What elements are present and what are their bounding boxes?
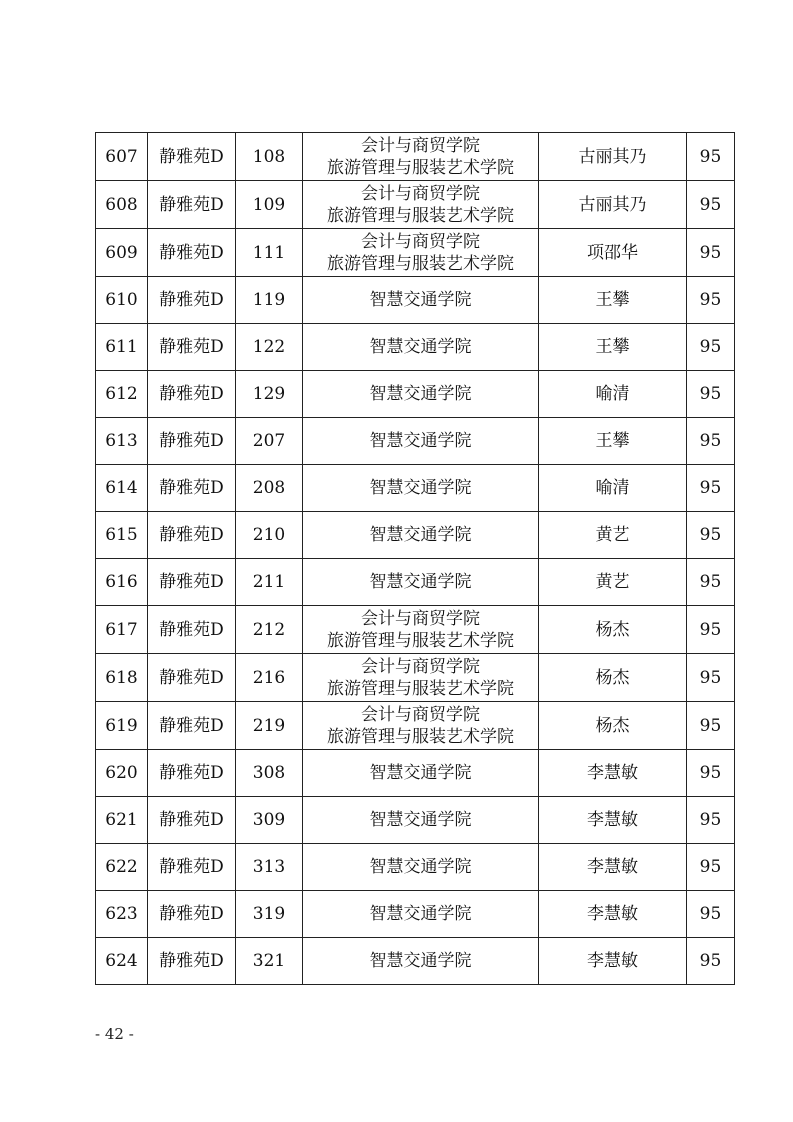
responsible-person-cell: 喻清 [539, 371, 687, 418]
college-name: 智慧交通学院 [369, 857, 472, 877]
row-number-cell: 622 [96, 844, 148, 891]
table-row [96, 324, 735, 371]
row-number-cell: 621 [96, 797, 148, 844]
row-number-cell: 615 [96, 512, 148, 559]
table-row [96, 654, 735, 702]
responsible-person-cell: 黄艺 [539, 559, 687, 606]
score-cell: 95 [687, 606, 735, 654]
room-number-cell: 207 [236, 418, 303, 465]
college-cell [303, 559, 539, 606]
room-number-cell: 216 [236, 654, 303, 702]
building-cell: 静雅苑D [148, 797, 236, 844]
college-name: 旅游管理与服装艺术学院 [327, 157, 514, 178]
college-name: 旅游管理与服装艺术学院 [327, 678, 514, 699]
table-row [96, 277, 735, 324]
building-cell: 静雅苑D [148, 229, 236, 277]
building-cell: 静雅苑D [148, 606, 236, 654]
college-cell [303, 181, 539, 229]
college-cell [303, 938, 539, 985]
college-cell [303, 277, 539, 324]
building-cell: 静雅苑D [148, 702, 236, 750]
responsible-person-cell: 古丽其乃 [539, 181, 687, 229]
college-name: 旅游管理与服装艺术学院 [327, 726, 514, 747]
room-number-cell: 129 [236, 371, 303, 418]
college-name: 会计与商贸学院 [361, 135, 480, 156]
score-cell: 95 [687, 229, 735, 277]
score-cell: 95 [687, 371, 735, 418]
building-cell: 静雅苑D [148, 750, 236, 797]
room-number-cell: 108 [236, 133, 303, 181]
responsible-person-cell: 杨杰 [539, 702, 687, 750]
page-number: - 42 - [95, 1025, 134, 1043]
table-row [96, 606, 735, 654]
table-row [96, 418, 735, 465]
room-number-cell: 208 [236, 465, 303, 512]
responsible-person-cell: 杨杰 [539, 606, 687, 654]
room-number-cell: 319 [236, 891, 303, 938]
room-number-cell: 210 [236, 512, 303, 559]
dormitory-score-table [95, 132, 735, 985]
college-cell [303, 229, 539, 277]
college-cell [303, 750, 539, 797]
score-cell: 95 [687, 418, 735, 465]
responsible-person-cell: 王攀 [539, 418, 687, 465]
college-name: 智慧交通学院 [369, 478, 472, 498]
room-number-cell: 309 [236, 797, 303, 844]
table-row [96, 844, 735, 891]
responsible-person-cell: 项邵华 [539, 229, 687, 277]
college-name: 智慧交通学院 [369, 290, 472, 310]
room-number-cell: 321 [236, 938, 303, 985]
table-row [96, 133, 735, 181]
score-cell: 95 [687, 181, 735, 229]
room-number-cell: 212 [236, 606, 303, 654]
college-name: 智慧交通学院 [369, 337, 472, 357]
score-cell: 95 [687, 750, 735, 797]
college-cell [303, 606, 539, 654]
building-cell: 静雅苑D [148, 324, 236, 371]
responsible-person-cell: 李慧敏 [539, 891, 687, 938]
room-number-cell: 219 [236, 702, 303, 750]
row-number-cell: 612 [96, 371, 148, 418]
college-name: 智慧交通学院 [369, 572, 472, 592]
college-cell [303, 418, 539, 465]
college-cell [303, 465, 539, 512]
building-cell: 静雅苑D [148, 277, 236, 324]
score-cell: 95 [687, 559, 735, 606]
score-cell: 95 [687, 844, 735, 891]
score-cell: 95 [687, 702, 735, 750]
college-name: 智慧交通学院 [369, 904, 472, 924]
responsible-person-cell: 喻清 [539, 465, 687, 512]
row-number-cell: 616 [96, 559, 148, 606]
row-number-cell: 607 [96, 133, 148, 181]
responsible-person-cell: 杨杰 [539, 654, 687, 702]
college-cell [303, 512, 539, 559]
college-name: 会计与商贸学院 [361, 608, 480, 629]
row-number-cell: 619 [96, 702, 148, 750]
college-name: 智慧交通学院 [369, 384, 472, 404]
responsible-person-cell: 李慧敏 [539, 797, 687, 844]
room-number-cell: 313 [236, 844, 303, 891]
score-cell: 95 [687, 654, 735, 702]
room-number-cell: 211 [236, 559, 303, 606]
building-cell: 静雅苑D [148, 418, 236, 465]
college-cell [303, 891, 539, 938]
room-number-cell: 308 [236, 750, 303, 797]
building-cell: 静雅苑D [148, 891, 236, 938]
table-row [96, 229, 735, 277]
college-name: 会计与商贸学院 [361, 183, 480, 204]
college-name: 智慧交通学院 [369, 763, 472, 783]
building-cell: 静雅苑D [148, 844, 236, 891]
college-name: 会计与商贸学院 [361, 656, 480, 677]
college-name: 旅游管理与服装艺术学院 [327, 253, 514, 274]
row-number-cell: 623 [96, 891, 148, 938]
table-row [96, 465, 735, 512]
responsible-person-cell: 黄艺 [539, 512, 687, 559]
college-cell [303, 133, 539, 181]
score-cell: 95 [687, 797, 735, 844]
building-cell: 静雅苑D [148, 512, 236, 559]
score-cell: 95 [687, 938, 735, 985]
row-number-cell: 624 [96, 938, 148, 985]
college-name: 旅游管理与服装艺术学院 [327, 205, 514, 226]
building-cell: 静雅苑D [148, 371, 236, 418]
college-cell [303, 324, 539, 371]
row-number-cell: 611 [96, 324, 148, 371]
row-number-cell: 618 [96, 654, 148, 702]
college-name: 旅游管理与服装艺术学院 [327, 630, 514, 651]
table-row [96, 938, 735, 985]
row-number-cell: 620 [96, 750, 148, 797]
row-number-cell: 610 [96, 277, 148, 324]
score-cell: 95 [687, 465, 735, 512]
table-body [96, 133, 735, 985]
room-number-cell: 122 [236, 324, 303, 371]
table-row [96, 702, 735, 750]
college-name: 智慧交通学院 [369, 525, 472, 545]
college-name: 会计与商贸学院 [361, 704, 480, 725]
college-name: 智慧交通学院 [369, 810, 472, 830]
college-cell [303, 702, 539, 750]
room-number-cell: 119 [236, 277, 303, 324]
score-cell: 95 [687, 324, 735, 371]
score-cell: 95 [687, 891, 735, 938]
table-row [96, 181, 735, 229]
room-number-cell: 111 [236, 229, 303, 277]
row-number-cell: 617 [96, 606, 148, 654]
responsible-person-cell: 李慧敏 [539, 844, 687, 891]
building-cell: 静雅苑D [148, 465, 236, 512]
building-cell: 静雅苑D [148, 559, 236, 606]
college-cell [303, 371, 539, 418]
row-number-cell: 609 [96, 229, 148, 277]
college-name: 智慧交通学院 [369, 951, 472, 971]
building-cell: 静雅苑D [148, 181, 236, 229]
table-row [96, 750, 735, 797]
table-row [96, 559, 735, 606]
responsible-person-cell: 王攀 [539, 277, 687, 324]
college-cell [303, 654, 539, 702]
table-row [96, 512, 735, 559]
row-number-cell: 608 [96, 181, 148, 229]
table-row [96, 891, 735, 938]
college-cell [303, 797, 539, 844]
building-cell: 静雅苑D [148, 938, 236, 985]
row-number-cell: 613 [96, 418, 148, 465]
score-cell: 95 [687, 277, 735, 324]
responsible-person-cell: 古丽其乃 [539, 133, 687, 181]
building-cell: 静雅苑D [148, 133, 236, 181]
college-name: 会计与商贸学院 [361, 231, 480, 252]
responsible-person-cell: 李慧敏 [539, 750, 687, 797]
row-number-cell: 614 [96, 465, 148, 512]
score-cell: 95 [687, 512, 735, 559]
college-name: 智慧交通学院 [369, 431, 472, 451]
score-cell: 95 [687, 133, 735, 181]
responsible-person-cell: 李慧敏 [539, 938, 687, 985]
room-number-cell: 109 [236, 181, 303, 229]
responsible-person-cell: 王攀 [539, 324, 687, 371]
college-cell [303, 844, 539, 891]
building-cell: 静雅苑D [148, 654, 236, 702]
table-row [96, 797, 735, 844]
table-row [96, 371, 735, 418]
